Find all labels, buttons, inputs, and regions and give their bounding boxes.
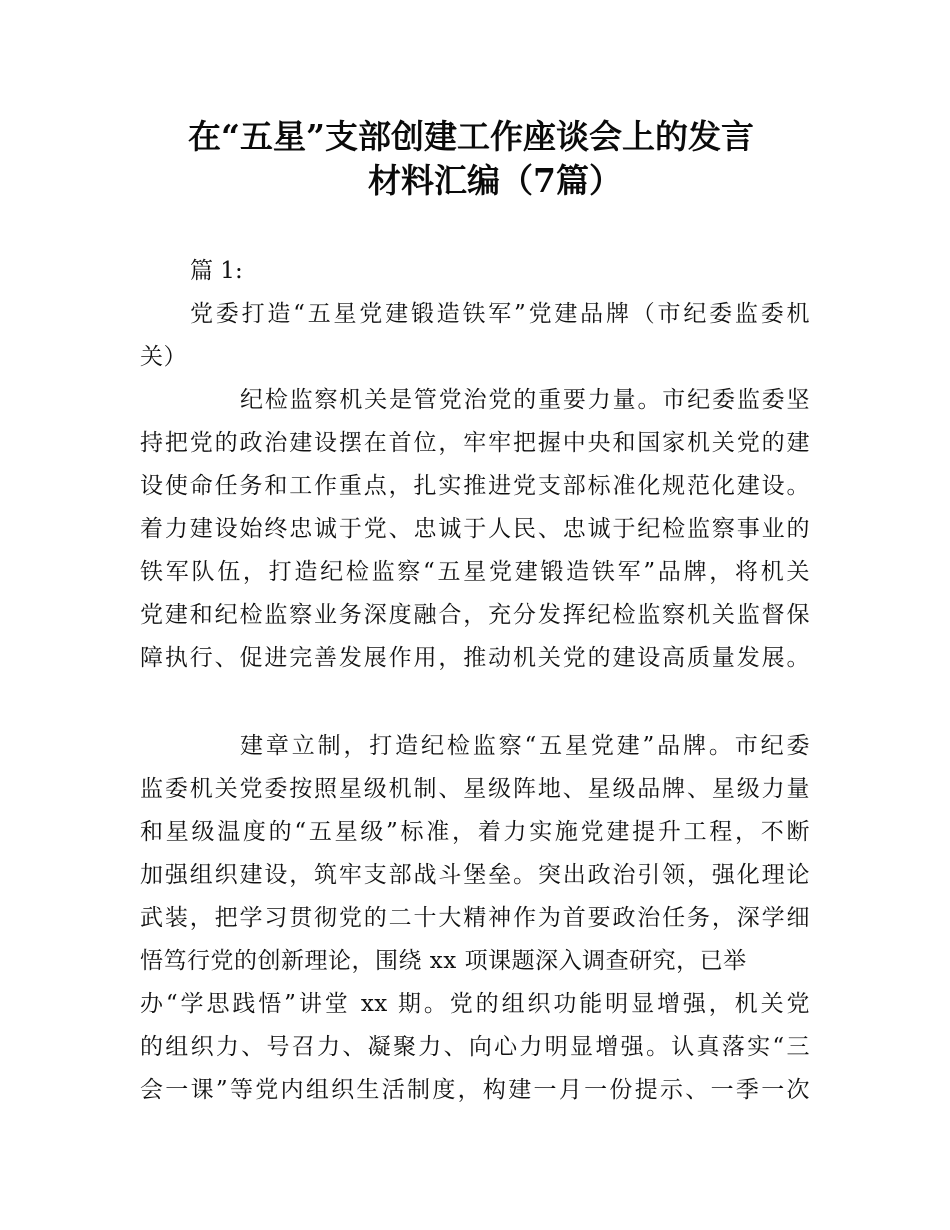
heading-line: 关） <box>140 344 187 370</box>
heading-line: 党委打造“五星党建锻造铁军”党建品牌（市纪委监委机 <box>190 301 810 327</box>
section-label: 篇 1: <box>190 258 243 284</box>
paragraph-line: 铁军队伍，打造纪检监察“五星党建锻造铁军”品牌，将机关 <box>140 559 810 585</box>
paragraph-line: 会一课”等党内组织生活制度，构建一月一份提示、一季一次 <box>140 1077 810 1103</box>
paragraph-line: 纪检监察机关是管党治党的重要力量。市纪委监委坚 <box>240 387 810 413</box>
paragraph-line: 悟笃行党的创新理论，围绕 xx 项课题深入调查研究，已举 <box>140 948 747 974</box>
document-title-line-2: 材料汇编（7篇） <box>368 161 622 200</box>
paragraph-line: 武装，把学习贯彻党的二十大精神作为首要政治任务，深学细 <box>140 905 810 931</box>
paragraph-line: 建章立制，打造纪检监察“五星党建”品牌。市纪委 <box>240 733 810 759</box>
paragraph-line: 加强组织建设，筑牢支部战斗堡垒。突出政治引领，强化理论 <box>140 862 810 888</box>
paragraph-line: 党建和纪检监察业务深度融合，充分发挥纪检监察机关监督保 <box>140 602 810 628</box>
paragraph-line: 监委机关党委按照星级机制、星级阵地、星级品牌、星级力量 <box>140 776 810 802</box>
paragraph-line: 持把党的政治建设摆在首位，牢牢把握中央和国家机关党的建 <box>140 430 810 456</box>
paragraph-1 <box>140 379 810 680</box>
paragraph-line: 障执行、促进完善发展作用，推动机关党的建设高质量发展。 <box>140 645 810 671</box>
paragraph-2 <box>140 725 810 1112</box>
paragraph-line: 设使命任务和工作重点，扎实推进党支部标准化规范化建设。 <box>140 473 810 499</box>
paragraph-line: 和星级温度的“五星级”标准，着力实施党建提升工程，不断 <box>140 819 810 845</box>
paragraph-line: 的组织力、号召力、凝聚力、向心力明显增强。认真落实“三 <box>140 1034 810 1060</box>
document-title-line-1: 在“五星”支部创建工作座谈会上的发言 <box>188 117 754 156</box>
paragraph-line: 办“学思践悟”讲堂 xx 期。党的组织功能明显增强，机关党 <box>140 991 810 1017</box>
section-heading <box>140 293 810 379</box>
paragraph-line: 着力建设始终忠诚于党、忠诚于人民、忠诚于纪检监察事业的 <box>140 516 810 542</box>
